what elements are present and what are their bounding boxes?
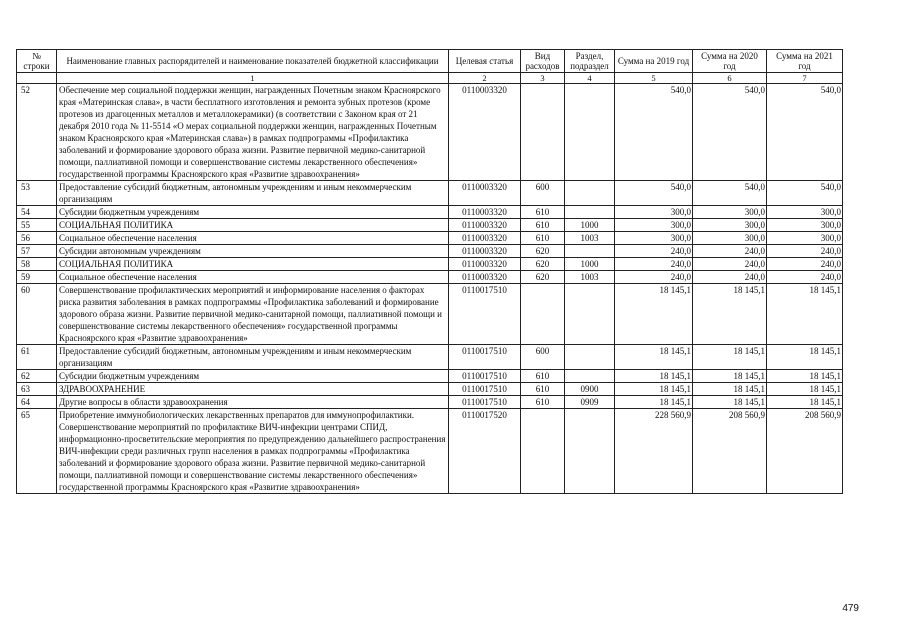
cell-row-number: 53 [17,181,57,206]
cell-name: Социальное обеспечение населения [57,271,449,284]
table-body [17,84,843,494]
column-index-row [17,73,843,84]
cell-name: СОЦИАЛЬНАЯ ПОЛИТИКА [57,219,449,232]
column-index: 2 [449,73,521,84]
table-row [17,271,843,284]
budget-document [16,49,842,494]
cell-name: Социальное обеспечение населения [57,232,449,245]
cell-target: 0110003320 [449,271,521,284]
table-row [17,232,843,245]
cell-section [565,84,615,181]
cell-sum-2020: 300,0 [693,219,767,232]
cell-row-number: 60 [17,284,57,345]
cell-target: 0110003320 [449,84,521,181]
cell-sum-2021: 208 560,9 [767,409,843,494]
cell-name: Предоставление субсидий бюджетным, автономным учреждениям и иным некоммерческим организациям [57,181,449,206]
table-row [17,284,843,345]
cell-sum-2021: 300,0 [767,232,843,245]
cell-sum-2020: 300,0 [693,206,767,219]
cell-sum-2020: 540,0 [693,181,767,206]
cell-target: 0110017510 [449,383,521,396]
header-name: Наименование главных распорядителей и наименование показателей бюджетной классификации [57,50,449,73]
cell-sum-2020: 300,0 [693,232,767,245]
cell-sum-2021: 18 145,1 [767,370,843,383]
cell-row-number: 56 [17,232,57,245]
cell-row-number: 65 [17,409,57,494]
cell-sum-2021: 18 145,1 [767,396,843,409]
cell-expense-type: 600 [521,181,565,206]
header-sum-2020: Сумма на 2020 год [693,50,767,73]
cell-sum-2021: 300,0 [767,206,843,219]
cell-name: Приобретение иммунобиологических лекарственных препаратов для иммунопрофилактики. Совершенствование мероприятий по профилактике ВИЧ-инфекции центрами СПИД, информационно-просветительские мероприятия по предупреждению дальнейшего распространения ВИЧ-инфекции среди различных групп населения в рамках подпрограммы «Профилактика заболеваний и формирование здорового образа жизни. Развитие первичной медико-санитарной помощи, паллиативной помощи и совершенствование системы лекарственного обеспечения» государственной программы Красноярского края «Развитие здравоохранения» [57,409,449,494]
cell-name: ЗДРАВООХРАНЕНИЕ [57,383,449,396]
cell-row-number: 55 [17,219,57,232]
cell-sum-2019: 18 145,1 [615,345,693,370]
cell-section [565,409,615,494]
cell-sum-2019: 228 560,9 [615,409,693,494]
cell-name: Другие вопросы в области здравоохранения [57,396,449,409]
cell-expense-type [521,284,565,345]
column-index-empty [17,73,57,84]
cell-target: 0110003320 [449,232,521,245]
cell-expense-type: 600 [521,345,565,370]
cell-target: 0110003320 [449,245,521,258]
table-row [17,84,843,181]
cell-expense-type: 620 [521,245,565,258]
cell-row-number: 58 [17,258,57,271]
cell-sum-2021: 240,0 [767,245,843,258]
cell-sum-2020: 18 145,1 [693,396,767,409]
table-row [17,370,843,383]
cell-name: Предоставление субсидий бюджетным, автономным учреждениям и иным некоммерческим организациям [57,345,449,370]
cell-row-number: 62 [17,370,57,383]
cell-sum-2020: 18 145,1 [693,284,767,345]
column-index: 1 [57,73,449,84]
cell-row-number: 59 [17,271,57,284]
cell-target: 0110003320 [449,219,521,232]
cell-sum-2019: 240,0 [615,271,693,284]
cell-sum-2020: 540,0 [693,84,767,181]
cell-sum-2021: 240,0 [767,271,843,284]
cell-name: Субсидии бюджетным учреждениям [57,206,449,219]
cell-sum-2019: 300,0 [615,206,693,219]
cell-section: 1003 [565,271,615,284]
cell-row-number: 57 [17,245,57,258]
cell-row-number: 63 [17,383,57,396]
cell-section [565,245,615,258]
cell-row-number: 64 [17,396,57,409]
cell-target: 0110017520 [449,409,521,494]
cell-sum-2019: 240,0 [615,245,693,258]
cell-section [565,370,615,383]
cell-name: Субсидии бюджетным учреждениям [57,370,449,383]
cell-section: 0909 [565,396,615,409]
cell-row-number: 52 [17,84,57,181]
cell-row-number: 54 [17,206,57,219]
cell-expense-type: 610 [521,383,565,396]
page-number: 479 [842,603,859,614]
cell-sum-2019: 540,0 [615,84,693,181]
cell-expense-type [521,84,565,181]
header-section: Раздел, подраздел [565,50,615,73]
cell-target: 0110017510 [449,284,521,345]
cell-row-number: 61 [17,345,57,370]
cell-expense-type: 610 [521,232,565,245]
cell-sum-2019: 300,0 [615,219,693,232]
budget-table [16,49,843,494]
cell-name: Обеспечение мер социальной поддержки женщин, награжденных Почетным знаком Красноярского края «Материнская слава», в части бесплатного изготовления и ремонта зубных протезов (кроме протезов из драгоценных металлов и металлокерамики) (в соответствии с Законом края от 21 декабря 2010 года № 11-5514 «О мерах социальной поддержки женщин, награжденных Почетным знаком Красноярского края «Материнская слава») в рамках подпрограммы «Профилактика заболеваний и формирование здорового образа жизни. Развитие первичной медико-санитарной помощи, паллиативной помощи и совершенствование системы лекарственного обеспечения» государственной программы Красноярского края «Развитие здравоохранения» [57,84,449,181]
column-index: 6 [693,73,767,84]
cell-name: Совершенствование профилактических мероприятий и информирование населения о факторах риска развития заболевания в рамках подпрограммы «Профилактика заболеваний и формирование здорового образа жизни. Развитие первичной медико-санитарной помощи, паллиативной помощи и совершенствование системы лекарственного обеспечения» государственной программы Красноярского края «Развитие здравоохранения» [57,284,449,345]
header-expense-type: Вид расходов [521,50,565,73]
cell-expense-type: 610 [521,396,565,409]
cell-sum-2019: 18 145,1 [615,370,693,383]
cell-sum-2020: 240,0 [693,245,767,258]
cell-sum-2019: 18 145,1 [615,284,693,345]
cell-target: 0110003320 [449,258,521,271]
cell-sum-2020: 18 145,1 [693,345,767,370]
cell-expense-type: 610 [521,206,565,219]
cell-section [565,284,615,345]
cell-target: 0110017510 [449,396,521,409]
cell-target: 0110003320 [449,181,521,206]
cell-sum-2020: 208 560,9 [693,409,767,494]
cell-section: 1003 [565,232,615,245]
cell-target: 0110017510 [449,345,521,370]
header-target: Целевая статья [449,50,521,73]
cell-sum-2020: 240,0 [693,258,767,271]
table-row [17,383,843,396]
table-row [17,409,843,494]
cell-expense-type: 610 [521,370,565,383]
table-row [17,258,843,271]
table-row [17,181,843,206]
column-index: 3 [521,73,565,84]
cell-name: СОЦИАЛЬНАЯ ПОЛИТИКА [57,258,449,271]
cell-sum-2021: 540,0 [767,84,843,181]
cell-sum-2021: 240,0 [767,258,843,271]
cell-sum-2020: 240,0 [693,271,767,284]
cell-sum-2020: 18 145,1 [693,383,767,396]
column-index: 7 [767,73,843,84]
header-sum-2021: Сумма на 2021 год [767,50,843,73]
table-row [17,219,843,232]
cell-sum-2021: 300,0 [767,219,843,232]
cell-sum-2021: 18 145,1 [767,284,843,345]
cell-name: Субсидии автономным учреждениям [57,245,449,258]
header-row-number: № строки [17,50,57,73]
cell-section [565,345,615,370]
column-index: 4 [565,73,615,84]
cell-target: 0110003320 [449,206,521,219]
cell-section: 0900 [565,383,615,396]
cell-expense-type: 620 [521,258,565,271]
cell-sum-2020: 18 145,1 [693,370,767,383]
cell-sum-2021: 540,0 [767,181,843,206]
cell-sum-2019: 300,0 [615,232,693,245]
cell-expense-type: 610 [521,219,565,232]
cell-sum-2019: 18 145,1 [615,396,693,409]
cell-section [565,206,615,219]
column-index: 5 [615,73,693,84]
table-row [17,245,843,258]
table-row [17,206,843,219]
cell-section: 1000 [565,258,615,271]
cell-section [565,181,615,206]
header-sum-2019: Сумма на 2019 год [615,50,693,73]
cell-expense-type: 620 [521,271,565,284]
header-row [17,50,843,73]
table-row [17,345,843,370]
cell-expense-type [521,409,565,494]
cell-section: 1000 [565,219,615,232]
cell-target: 0110017510 [449,370,521,383]
cell-sum-2019: 240,0 [615,258,693,271]
cell-sum-2019: 18 145,1 [615,383,693,396]
cell-sum-2021: 18 145,1 [767,383,843,396]
table-row [17,396,843,409]
cell-sum-2021: 18 145,1 [767,345,843,370]
cell-sum-2019: 540,0 [615,181,693,206]
